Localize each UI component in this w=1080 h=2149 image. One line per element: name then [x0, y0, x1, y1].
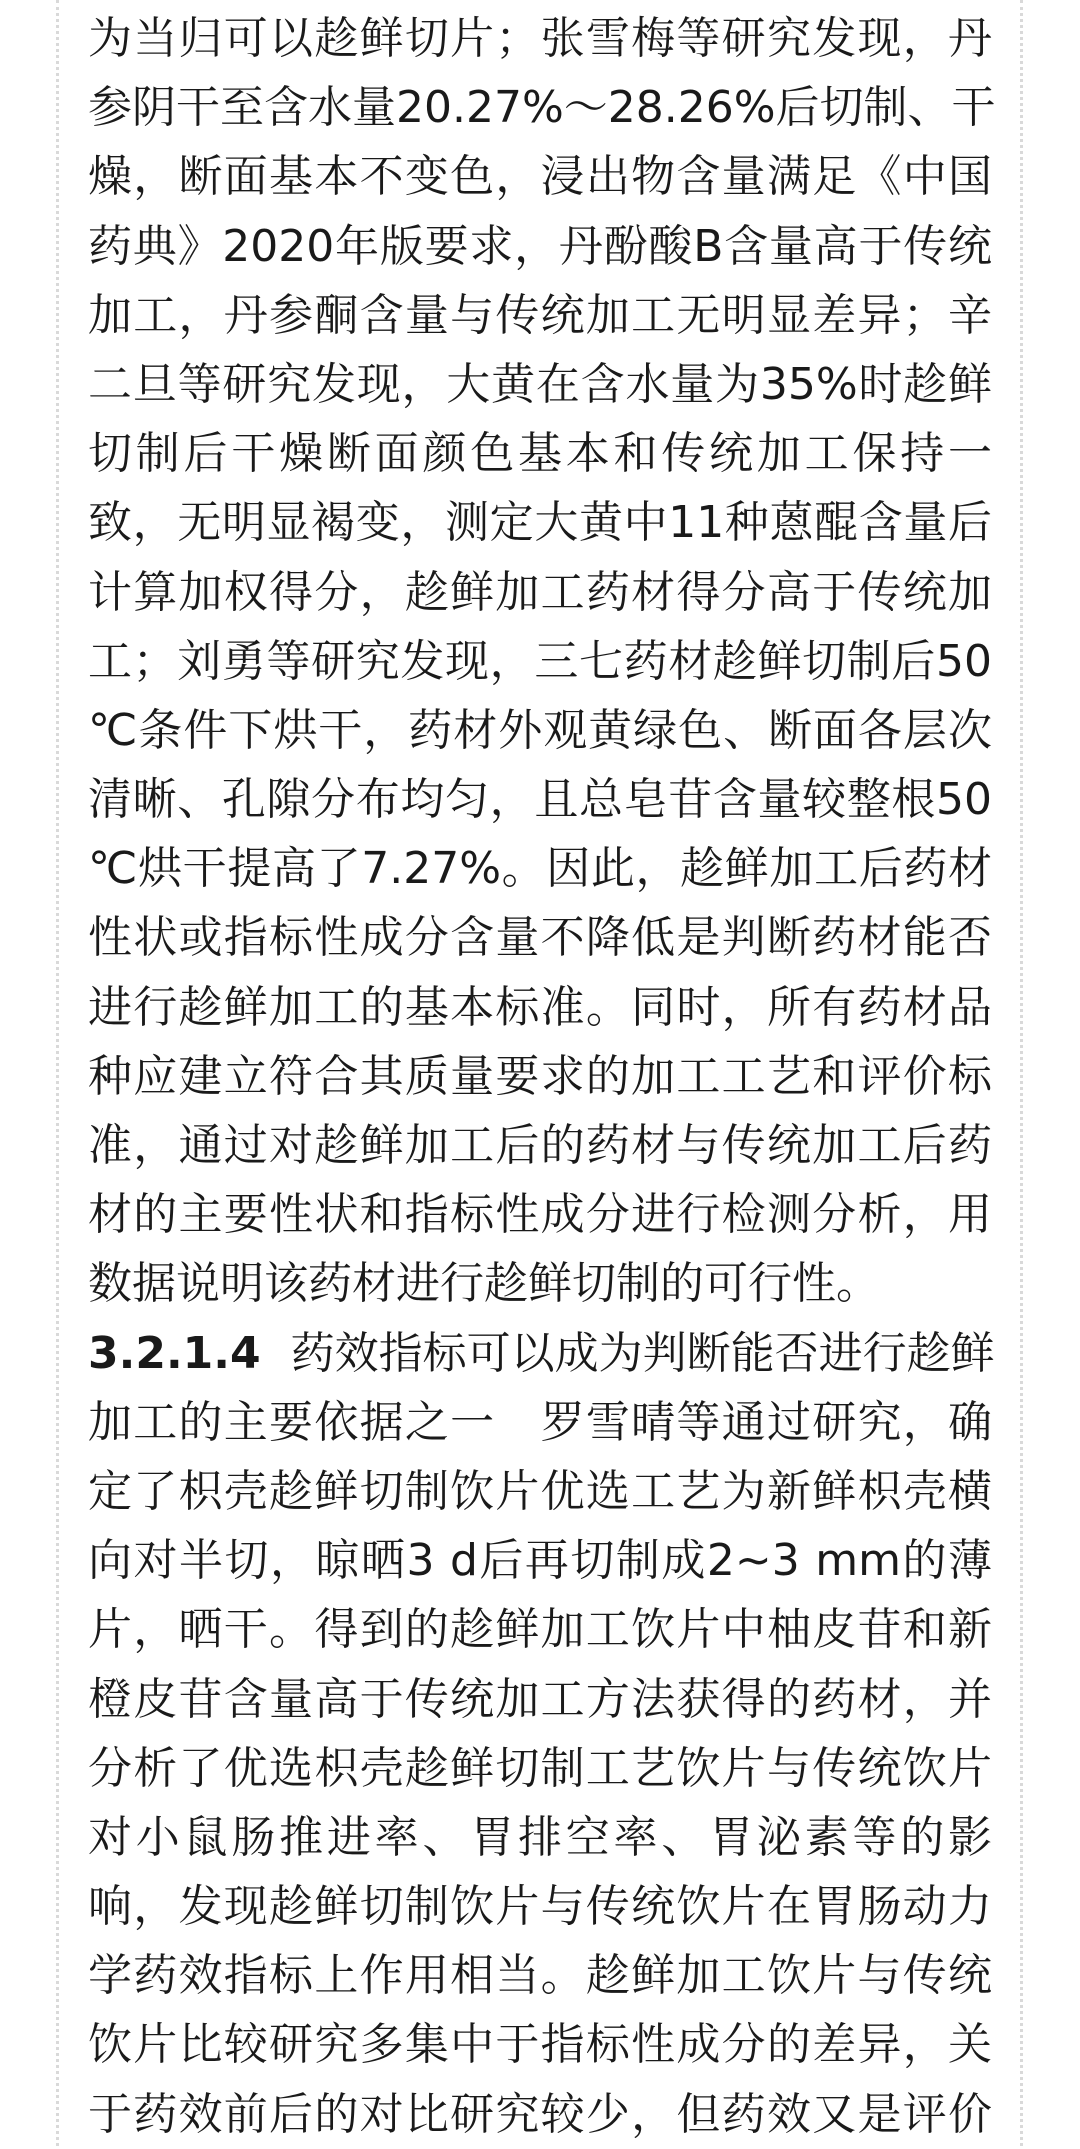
text-line: 进行趁鲜加工的基本标准。同时，所有药材品	[88, 981, 992, 1033]
section-number: 3.2.1.4	[88, 1327, 261, 1379]
text-line: 向对半切，晾晒3 d后再切制成2~3 mm的薄	[88, 1535, 992, 1587]
page-edge-left	[56, 0, 59, 2146]
text-line: 准，通过对趁鲜加工后的药材与传统加工后药	[88, 1120, 992, 1171]
text-line: 计算加权得分，趁鲜加工药材得分高于传统加	[88, 566, 992, 618]
text-line: 分析了优选枳壳趁鲜切制工艺饮片与传统饮片	[88, 1742, 992, 1794]
text-line: 致，无明显褐变，测定大黄中11种蒽醌含量后	[88, 497, 992, 549]
text-line: 燥，断面基本不变色，浸出物含量满足《中国	[88, 151, 992, 203]
text-line: 种应建立符合其质量要求的加工工艺和评价标	[88, 1050, 992, 1102]
article-body	[88, 4, 996, 2149]
text-line: 对小鼠肠推进率、胃排空率、胃泌素等的影	[88, 1811, 992, 1863]
text-line: 性状或指标性成分含量不降低是判断药材能否	[88, 912, 992, 964]
text-line: 加工的主要依据之一 罗雪晴等通过研究，确	[88, 1396, 992, 1448]
text-line: 工；刘勇等研究发现，三七药材趁鲜切制后50	[88, 635, 992, 687]
text-line: 橙皮苷含量高于传统加工方法获得的药材，并	[88, 1673, 992, 1725]
text-line: ℃条件下烘干，药材外观黄绿色、断面各层次	[88, 704, 992, 756]
section-3-2-1-4	[88, 1319, 995, 2149]
text-line: 定了枳壳趁鲜切制饮片优选工艺为新鲜枳壳横	[88, 1465, 992, 1517]
text-line: ℃烘干提高了7.27%。因此，趁鲜加工后药材	[88, 843, 992, 895]
text-line: 饮片比较研究多集中于指标性成分的差异，关	[88, 2019, 992, 2071]
text-line: 为当归可以趁鲜切片；张雪梅等研究发现，丹	[88, 13, 992, 64]
text-line: 材的主要性状和指标性成分进行检测分析，用	[88, 1189, 992, 1241]
paragraph-quality-standards	[88, 4, 996, 1319]
text-line: 二旦等研究发现，大黄在含水量为35%时趁鲜	[88, 358, 992, 410]
section-heading-text: 药效指标可以成为判断能否进行趁鲜	[290, 1327, 995, 1379]
text-line: 片，晒干。得到的趁鲜加工饮片中柚皮苷和新	[88, 1604, 992, 1656]
text-line: 清晰、孔隙分布均匀，且总皂苷含量较整根50	[88, 774, 992, 826]
text-line: 数据说明该药材进行趁鲜切制的可行性。	[88, 1258, 880, 1310]
text-line: 学药效指标上作用相当。趁鲜加工饮片与传统	[88, 1950, 992, 2002]
text-line: 于药效前后的对比研究较少，但药效又是评价	[88, 2088, 992, 2140]
text-line: 切制后干燥断面颜色基本和传统加工保持一	[88, 428, 992, 480]
text-line: 参阴干至含水量20.27%～28.26%后切制、干	[88, 82, 996, 134]
section-heading-line	[88, 1319, 995, 1388]
text-line: 加工，丹参酮含量与传统加工无明显差异；辛	[88, 289, 992, 341]
text-line: 响，发现趁鲜切制饮片与传统饮片在胃肠动力	[88, 1881, 992, 1933]
text-line: 药典》2020年版要求，丹酚酸B含量高于传统	[88, 220, 992, 272]
page-edge-right	[1020, 0, 1023, 2146]
